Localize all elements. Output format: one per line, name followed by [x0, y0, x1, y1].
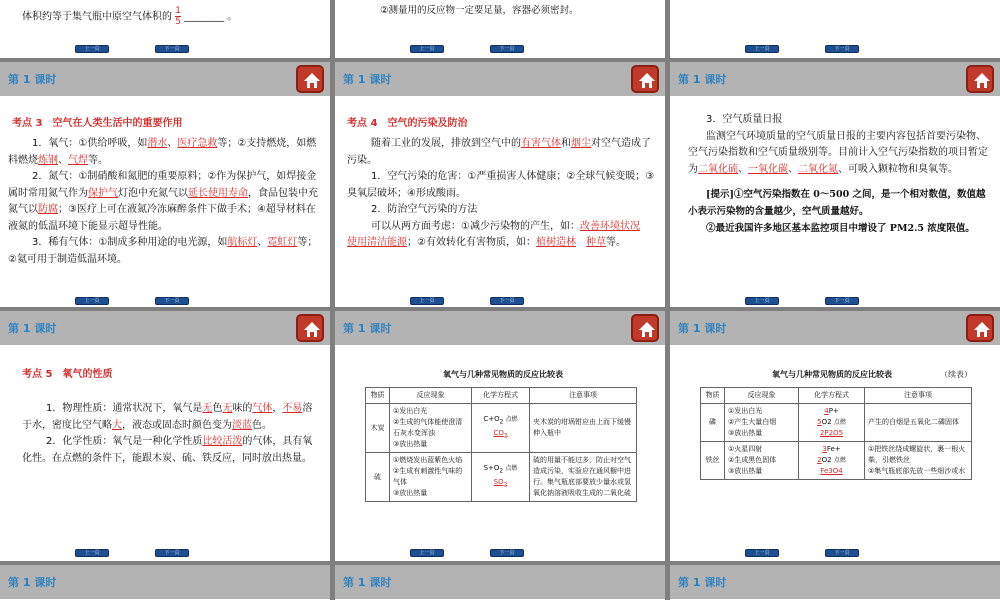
slide-3: [670, 0, 1000, 58]
home-icon: [972, 320, 992, 340]
next-button[interactable]: 下一页: [825, 549, 859, 557]
reaction-table: [700, 387, 972, 480]
slide-1-text: 体积约等于集气瓶中原空气体积的 $\frac{1}{5}$ ________ 。: [22, 6, 238, 27]
home-button[interactable]: [296, 65, 324, 93]
slide-4-nav: [0, 297, 330, 307]
fraction-denominator: 5: [175, 17, 181, 27]
next-button[interactable]: 下一页: [825, 297, 859, 305]
slide-8: [335, 311, 665, 561]
slide-12: [670, 565, 1000, 600]
slide-6-body: 3．空气质量日报 监测空气环境质量的空气质量日报的主要内容包括首要污染物、空气污染指数和空气质量级别等。目前计入空气污染指数的项目暂定为二氧化硫、一氧化碳、二氧化氮、可吸入颗粒物和臭氧等。 [提示]①空气污染指数在 0～500 之间，是一个相对数值，数值越小表示污染物的含量越少，空气质量越好。 ②最近我国许多地区基本监控项目中增设了 PM2.5 浓度限值。: [688, 114, 988, 234]
fraction-sentence: 体积约等于集气瓶中原空气体积的: [22, 11, 172, 23]
slide-2: [335, 0, 665, 58]
slide-1: [0, 0, 330, 58]
slide-1-nav: [0, 45, 330, 55]
table-title: 氧气与几种常见物质的反应比较表: [443, 370, 563, 379]
slide-11: [335, 565, 665, 600]
prev-button[interactable]: 上一页: [75, 45, 109, 53]
fraction-numerator: 1: [175, 6, 181, 16]
lesson-label: 第 1 课时: [678, 322, 727, 335]
prev-button[interactable]: 上一页: [75, 549, 109, 557]
slide-7-body: 1．物理性质：通常状况下，氧气是无色无味的气体，不易溶于水，密度比空气略大，液态或固态时颜色变为淡蓝色。 2．化学性质：氧气是一种化学性质比较活泼的气体，具有氧化性。在点燃的条件下，能跟木炭、硫、铁反应，同时放出热量。: [22, 403, 313, 464]
slide-9: [670, 311, 1000, 561]
prev-button[interactable]: 上一页: [410, 297, 444, 305]
lesson-label: 第 1 课时: [8, 73, 57, 86]
slide-header: [0, 62, 330, 96]
slide-9-nav: [670, 549, 1000, 559]
prev-button[interactable]: 上一页: [410, 45, 444, 53]
slide-header: [670, 62, 1000, 96]
next-button[interactable]: 下一页: [490, 45, 524, 53]
table-row: 铁丝 ①火星四射 ②生成黑色固体 ③放出热量 3Fe+ 2O2 点燃 Fe3O4 ①把铁丝绕成螺旋状，裹一根火柴，引燃铁丝 ②集气瓶底部先放一些细沙或水: [701, 442, 972, 480]
table-header-row: 物质 反应现象 化学方程式 注意事项: [701, 388, 972, 404]
slide-header: [0, 311, 330, 345]
slide-header: [670, 565, 1000, 599]
home-button[interactable]: [631, 314, 659, 342]
slide-4-body: 1．氧气：①供给呼吸，如潜水、医疗急救等；②支持燃烧，如燃料燃烧炼钢、气焊等。 2．氮气：①制硝酸和氮肥的重要原料；②作为保护气，如焊接金属时常用氮气作为保护气灯泡中充氮气以延长使用寿命，食品包装中充氮气以防腐；③医疗上可在液氮冷冻麻醉条件下做手术；④超导材料在液氮的低温环境下能显示超导性能。 3．稀有气体：①制成多种用途的电光源，如航标灯、霓虹灯等；②氦可用于制造低温环境。: [8, 138, 318, 265]
lesson-label: 第 1 课时: [678, 576, 727, 589]
slide-header: [335, 565, 665, 599]
next-button[interactable]: 下一页: [490, 549, 524, 557]
table-row: 磷 ①发出白光 ②产生大量白烟 ③放出热量 4P+ 5O2 点燃 2P2O5 产生的白烟是五氧化二磷固体: [701, 404, 972, 442]
home-icon: [302, 320, 322, 340]
table-row: 硫 ①燃烧发出蓝紫色火焰 ②生成有刺激性气味的气体 ③放出热量 $S+O_2$ 点燃 $SO_2$ 硫的用量不能过多，防止对空气造成污染，实验应在通风橱中进行。集气瓶底部要放少量水或氢氧化钠溶液吸收生成的二氧化硫: [366, 453, 637, 502]
slide-5: [335, 62, 665, 307]
table-title: 氧气与几种常见物质的反应比较表: [772, 370, 892, 379]
lesson-label: 第 1 课时: [8, 576, 57, 589]
next-button[interactable]: 下一页: [155, 45, 189, 53]
reaction-table: [365, 387, 637, 502]
slide-6: [670, 62, 1000, 307]
slide-8-nav: [335, 549, 665, 559]
prev-button[interactable]: 上一页: [745, 297, 779, 305]
next-button[interactable]: 下一页: [155, 297, 189, 305]
fraction: [175, 6, 181, 27]
slide-4: [0, 62, 330, 307]
next-button[interactable]: 下一页: [490, 297, 524, 305]
lesson-label: 第 1 课时: [8, 322, 57, 335]
prev-button[interactable]: 上一页: [410, 549, 444, 557]
home-icon: [972, 71, 992, 91]
slide-10: [0, 565, 330, 600]
table-row: 木炭 ①发出白光 ②生成的气体能使澄清石灰水变浑浊 ③放出热量 $C+O_2$ 点燃 $CO_2$ 夹木炭的坩埚钳应由上而下缓慢伸入瓶中: [366, 404, 637, 453]
lesson-label: 第 1 课时: [343, 322, 392, 335]
home-button[interactable]: [631, 65, 659, 93]
section-heading: 考点 4 空气的污染及防治: [347, 118, 468, 129]
slide-header: [335, 62, 665, 96]
slide-header: [670, 311, 1000, 345]
home-button[interactable]: [296, 314, 324, 342]
slide-2-text: ②测量用的反应物一定要足量，容器必须密封。: [380, 5, 579, 16]
slide-7: [0, 311, 330, 561]
slide-3-nav: [670, 45, 1000, 55]
home-icon: [637, 71, 657, 91]
home-button[interactable]: [966, 314, 994, 342]
prev-button[interactable]: 上一页: [75, 297, 109, 305]
prev-button[interactable]: 上一页: [745, 45, 779, 53]
section-heading: 考点 3 空气在人类生活中的重要作用: [12, 118, 183, 129]
prev-button[interactable]: 上一页: [745, 549, 779, 557]
next-button[interactable]: 下一页: [825, 45, 859, 53]
table-header-row: 物质 反应现象 化学方程式 注意事项: [366, 388, 637, 404]
lesson-label: 第 1 课时: [343, 576, 392, 589]
section-heading: 考点 5 氧气的性质: [22, 369, 113, 380]
slide-5-nav: [335, 297, 665, 307]
lesson-label: 第 1 课时: [678, 73, 727, 86]
home-icon: [302, 71, 322, 91]
slide-header: [335, 311, 665, 345]
slide-6-nav: [670, 297, 1000, 307]
slide-7-nav: [0, 549, 330, 559]
home-button[interactable]: [966, 65, 994, 93]
table-continued: （续表）: [940, 370, 972, 379]
slide-2-nav: [335, 45, 665, 55]
next-button[interactable]: 下一页: [155, 549, 189, 557]
home-icon: [637, 320, 657, 340]
slide-header: [0, 565, 330, 599]
lesson-label: 第 1 课时: [343, 73, 392, 86]
slide-5-body: 随着工业的发展，排放到空气中的有害气体和烟尘对空气造成了污染。 1．空气污染的危害：①严重损害人体健康；②全球气候变暖；③臭氧层破坏；④形成酸雨。 2．防治空气污染的方法 可以从两方面考虑：①减少污染物的产生，如：改善环境状况 使用清洁能源；②有效转化有害物质，如：植树造林 种草等。: [347, 138, 655, 248]
